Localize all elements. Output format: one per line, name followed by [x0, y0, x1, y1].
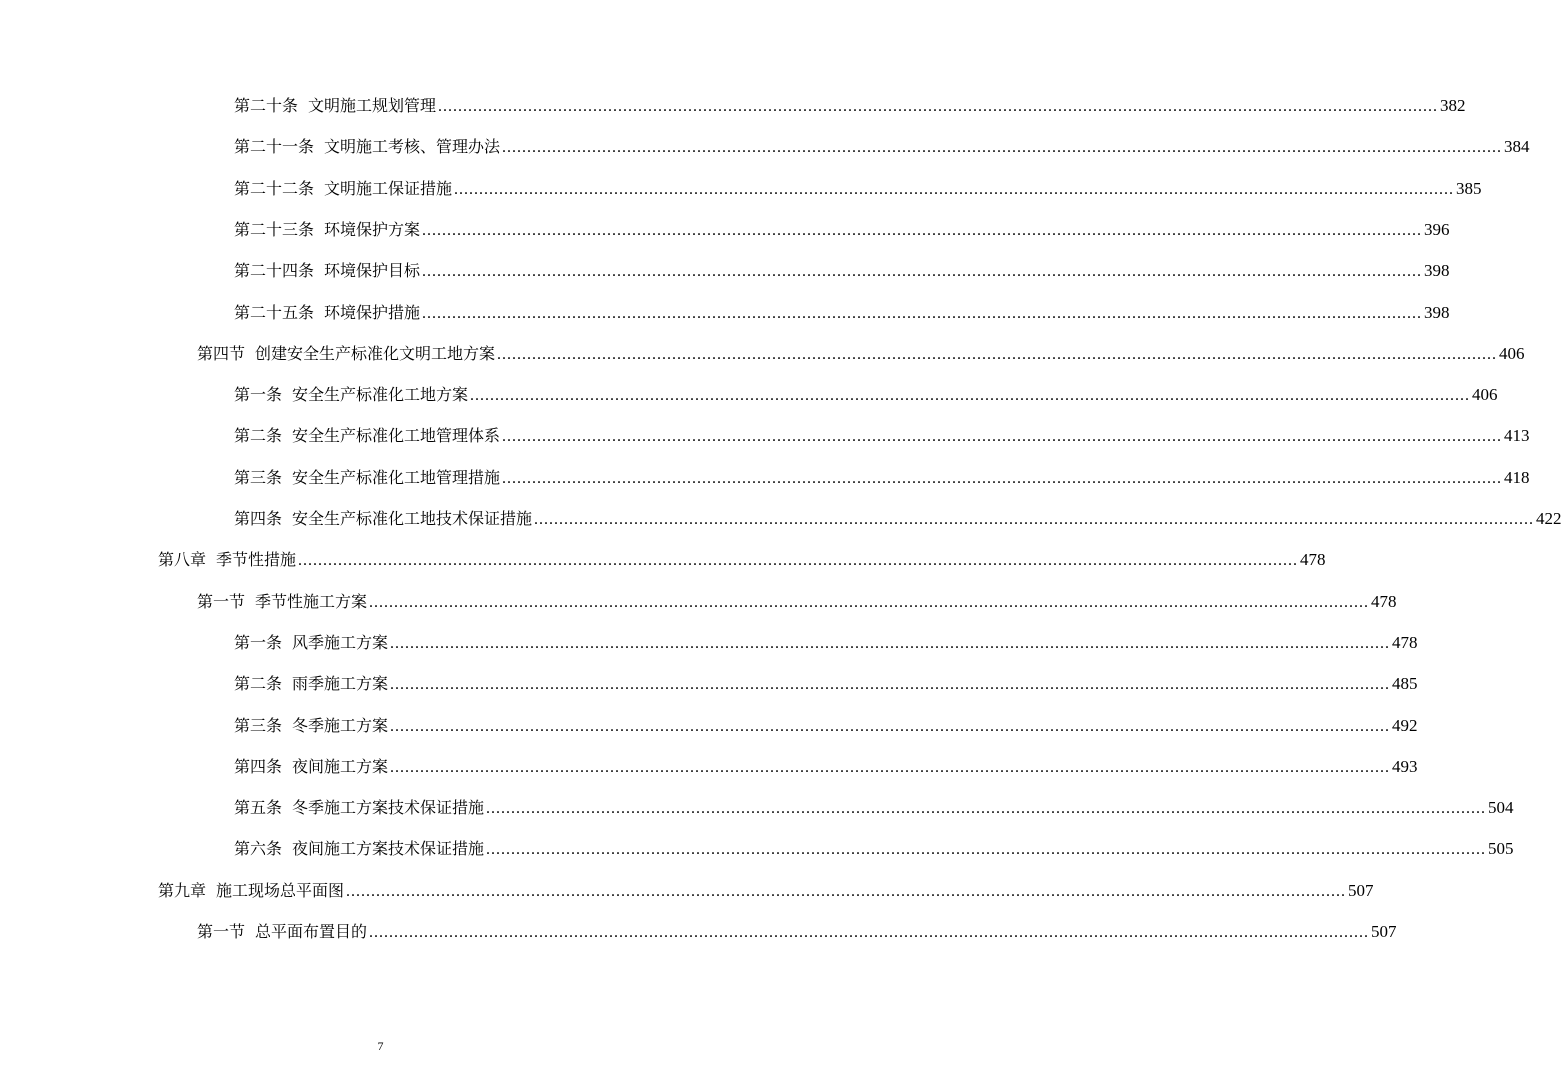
dot-leader: ........................................................................................................................................................................................................ — [502, 428, 1503, 446]
toc-entry-title: 雨季施工方案 — [292, 674, 389, 694]
toc-entry-title: 季节性施工方案 — [255, 591, 368, 611]
dot-leader: ........................................................................................................................................................................................................ — [390, 634, 1391, 652]
toc-entry-label: 第二十四条 — [234, 261, 315, 281]
toc-entry-title: 文明施工保证措施 — [324, 178, 453, 198]
toc-entry-label: 第三条 — [234, 467, 283, 487]
dot-leader: ........................................................................................................................................................................................................ — [486, 841, 1487, 859]
toc-entry-page-number: 406 — [1472, 385, 1498, 405]
toc-entry-title: 创建安全生产标准化文明工地方案 — [255, 343, 496, 363]
dot-leader: ........................................................................................................................................................................................................ — [369, 924, 1370, 941]
toc-entry[interactable] — [234, 710, 1418, 742]
toc-entry[interactable] — [234, 173, 1482, 205]
toc-entry-label: 第五条 — [234, 798, 283, 818]
toc-entry[interactable] — [234, 90, 1466, 122]
toc-entry-title: 环境保护措施 — [324, 302, 421, 322]
dot-leader: ........................................................................................................................................................................................................ — [454, 180, 1455, 198]
toc-entry-label: 第一节 — [197, 591, 246, 611]
toc-entry[interactable] — [234, 503, 1562, 535]
toc-entry-page-number: 485 — [1392, 674, 1418, 694]
toc-entry-title: 文明施工考核、管理办法 — [324, 137, 501, 157]
toc-entry[interactable] — [234, 668, 1418, 700]
toc-entry[interactable] — [234, 792, 1514, 824]
toc-entry-page-number: 418 — [1504, 467, 1530, 487]
toc-entry-label: 第四条 — [234, 509, 283, 528]
toc-entry-page-number: 478 — [1371, 591, 1397, 611]
toc-entry-label: 第二十条 — [234, 96, 299, 115]
dot-leader: ........................................................................................................................................................................................................ — [534, 511, 1535, 528]
toc-entry[interactable] — [197, 916, 1397, 948]
toc-entry-page-number: 422 — [1536, 509, 1562, 528]
dot-leader: ........................................................................................................................................................................................................ — [298, 552, 1299, 570]
toc-entry[interactable] — [234, 297, 1450, 329]
toc-entry-page-number: 406 — [1499, 343, 1525, 363]
toc-entry-label: 第九章 — [158, 880, 207, 900]
toc-entry-label: 第一条 — [234, 632, 283, 652]
toc-entry[interactable] — [234, 131, 1530, 163]
toc-entry[interactable] — [234, 833, 1514, 865]
toc-entry[interactable] — [197, 338, 1525, 370]
dot-leader: ........................................................................................................................................................................................................ — [422, 304, 1423, 322]
dot-leader: ........................................................................................................................................................................................................ — [390, 717, 1391, 735]
toc-entry-title: 安全生产标准化工地管理措施 — [292, 467, 501, 487]
toc-entry[interactable] — [158, 875, 1374, 907]
dot-leader: ........................................................................................................................................................................................................ — [497, 345, 1498, 363]
toc-entry[interactable] — [234, 751, 1418, 783]
dot-leader: ........................................................................................................................................................................................................ — [486, 800, 1487, 818]
toc-entry-label: 第二条 — [234, 426, 283, 446]
toc-entry-label: 第三条 — [234, 715, 283, 735]
dot-leader: ........................................................................................................................................................................................................ — [390, 758, 1391, 776]
toc-entry-page-number: 507 — [1348, 880, 1374, 900]
toc-entry-page-number: 384 — [1504, 137, 1530, 157]
toc-entry-label: 第一节 — [197, 922, 246, 941]
toc-entry-title: 环境保护目标 — [324, 261, 421, 281]
toc-entry-label: 第四条 — [234, 756, 283, 776]
toc-entry[interactable] — [234, 462, 1530, 494]
toc-entry-label: 第二十三条 — [234, 219, 315, 239]
toc-entry-label: 第二十二条 — [234, 178, 315, 198]
toc-entry-title: 安全生产标准化工地技术保证措施 — [292, 509, 533, 528]
toc-entry[interactable] — [234, 420, 1530, 452]
toc-entry-title: 安全生产标准化工地方案 — [292, 385, 469, 405]
toc-entry-page-number: 413 — [1504, 426, 1530, 446]
toc-entry-page-number: 382 — [1440, 96, 1466, 115]
toc-entry-title: 季节性措施 — [216, 550, 297, 570]
toc-entry-page-number: 398 — [1424, 302, 1450, 322]
toc-entry-page-number: 507 — [1371, 922, 1397, 941]
toc-entry[interactable] — [234, 627, 1418, 659]
dot-leader: ........................................................................................................................................................................................................ — [369, 593, 1370, 611]
toc-entry-title: 冬季施工方案技术保证措施 — [292, 798, 485, 818]
dot-leader: ........................................................................................................................................................................................................ — [346, 882, 1347, 900]
toc-entry-page-number: 478 — [1392, 632, 1418, 652]
toc-entry-label: 第八章 — [158, 550, 207, 570]
toc-entry-title: 夜间施工方案 — [292, 756, 389, 776]
toc-entry-title: 冬季施工方案 — [292, 715, 389, 735]
toc-entry-page-number: 478 — [1300, 550, 1326, 570]
toc-entry[interactable] — [158, 544, 1326, 576]
toc-entry-title: 总平面布置目的 — [255, 922, 368, 941]
toc-entry-page-number: 493 — [1392, 756, 1418, 776]
toc-entry-page-number: 492 — [1392, 715, 1418, 735]
toc-entry-page-number: 398 — [1424, 261, 1450, 281]
toc-entry[interactable] — [234, 379, 1498, 411]
toc-entry-title: 风季施工方案 — [292, 632, 389, 652]
page-number: 7 — [377, 1039, 384, 1053]
toc-entry-page-number: 505 — [1488, 839, 1514, 859]
toc-entry-label: 第二十一条 — [234, 137, 315, 157]
dot-leader: ........................................................................................................................................................................................................ — [470, 387, 1471, 405]
toc-entry-label: 第二条 — [234, 674, 283, 694]
dot-leader: ........................................................................................................................................................................................................ — [438, 98, 1439, 115]
dot-leader: ........................................................................................................................................................................................................ — [422, 263, 1423, 281]
toc-entry-page-number: 385 — [1456, 178, 1482, 198]
toc-entry-page-number: 504 — [1488, 798, 1514, 818]
toc-entry-title: 文明施工规划管理 — [308, 96, 437, 115]
toc-entry-title: 环境保护方案 — [324, 219, 421, 239]
dot-leader: ........................................................................................................................................................................................................ — [502, 139, 1503, 157]
dot-leader: ........................................................................................................................................................................................................ — [422, 221, 1423, 239]
toc-entry[interactable] — [234, 214, 1450, 246]
toc-entry-title: 夜间施工方案技术保证措施 — [292, 839, 485, 859]
toc-entry-title: 施工现场总平面图 — [216, 880, 345, 900]
toc-entry-label: 第一条 — [234, 385, 283, 405]
toc-entry-label: 第二十五条 — [234, 302, 315, 322]
toc-entry-label: 第六条 — [234, 839, 283, 859]
dot-leader: ........................................................................................................................................................................................................ — [390, 676, 1391, 694]
dot-leader: ........................................................................................................................................................................................................ — [502, 469, 1503, 487]
toc-entry[interactable] — [234, 255, 1450, 287]
toc-entry[interactable] — [197, 586, 1397, 618]
toc-entry-title: 安全生产标准化工地管理体系 — [292, 426, 501, 446]
toc-entry-page-number: 396 — [1424, 219, 1450, 239]
toc-entry-label: 第四节 — [197, 343, 246, 363]
